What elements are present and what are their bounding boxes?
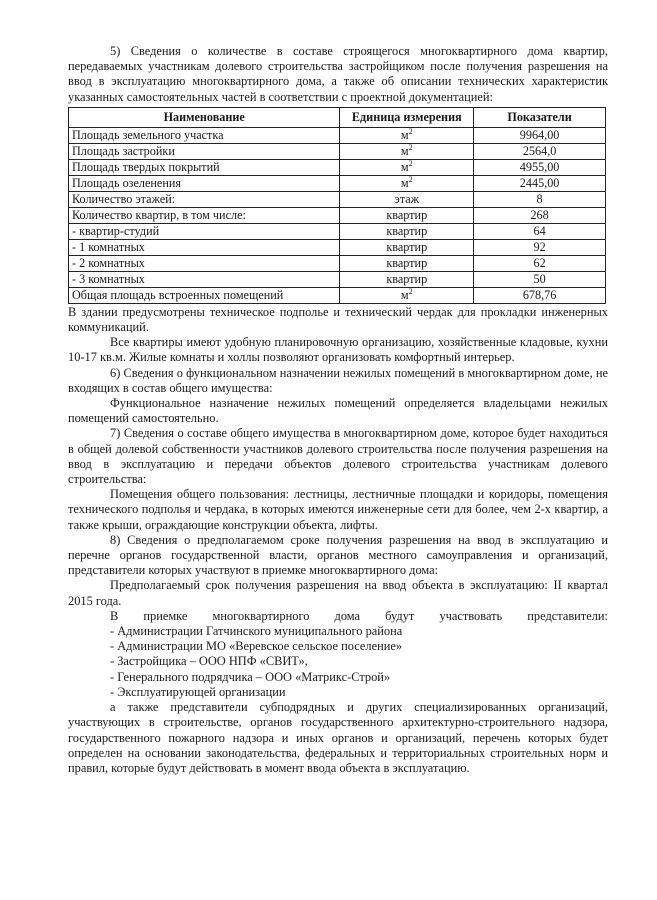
row-value: 62 [474,255,606,271]
row-unit [340,271,474,287]
acceptance-list-item: - Администрации Гатчинского муниципального района [110,624,403,639]
acceptance-list-item: - Администрации МО «Веревское сельское поселение» [110,639,403,654]
table-row [69,271,606,287]
row-name: - 1 комнатных [69,239,340,255]
unit-text: квартир [386,223,428,238]
row-unit [340,159,474,175]
unit-text: квартир [386,255,428,270]
header-value: Показатели [474,107,606,127]
row-value: 50 [474,271,606,287]
row-unit [340,287,474,303]
table-row [69,239,606,255]
table-header-row [69,107,606,127]
row-value: 64 [474,223,606,239]
header-name: Наименование [69,107,340,127]
apartments-paragraph: Все квартиры имеют удобную планировочную организацию, хозяйственные кладовые, кухни 10-17 кв.м. Жилые комнаты и холлы позволяют организовать комфортный интерьер. [68,335,608,365]
acceptance-word: участвовать [439,608,503,623]
row-unit [340,255,474,271]
row-value: 2445,00 [474,175,606,191]
table-row [69,143,606,159]
acceptance-word: представители: [527,608,608,623]
section-7-title: 7) Сведения о составе общего имущества в многоквартирном доме, которое будет находиться в общей долевой собственности участников долевого строительства после получения разрешения на ввод в эксплуатацию и передачи объектов долевого строительства участникам долевого строительства: [68,426,608,487]
acceptance-list-item: - Генерального подрядчика – ООО «Матрикс-Строй» [110,669,391,684]
unit-text: квартир [386,239,428,254]
unit-text: м [400,143,409,158]
acceptance-word: В [110,608,119,623]
row-name: Общая площадь встроенных помещений [69,287,340,303]
row-unit [340,191,474,207]
row-unit [340,239,474,255]
unit-text: м [400,127,409,142]
acceptance-word: дома [334,608,361,623]
table-row [69,175,606,191]
acceptance-word: приемке [143,608,188,623]
table-row [69,159,606,175]
unit-exponent: 2 [408,286,413,296]
unit-exponent: 2 [408,158,413,168]
row-name: - 2 комнатных [69,255,340,271]
table-row [69,255,606,271]
unit-exponent: 2 [408,142,413,152]
document-page [68,44,608,776]
row-value: 268 [474,207,606,223]
row-name: - 3 комнатных [69,271,340,287]
section-6-title: 6) Сведения о функциональном назначении нежилых помещений в многоквартирном доме, не входящих в состав общего имущества: [68,365,608,395]
row-unit [340,207,474,223]
row-name: Площадь земельного участка [69,127,340,143]
row-value: 4955,00 [474,159,606,175]
section-7-body: Помещения общего пользования: лестницы, лестничные площадки и коридоры, помещения технического подполья и чердака, в которых имеются инженерные сети для более, чем 2-х квартир, а также крыши, ограждающие конструкции объекта, лифты. [68,487,608,532]
acceptance-word: будут [385,608,415,623]
row-name: Количество этажей: [69,191,340,207]
table-row [69,287,606,303]
row-value: 2564,0 [474,143,606,159]
row-value: 8 [474,191,606,207]
row-name: - квартир-студий [69,223,340,239]
unit-text: м [400,159,409,174]
acceptance-intro [68,609,608,624]
section-5-intro: 5) Сведения о количестве в составе строящегося многоквартирного дома квартир, передаваемых участникам долевого строительства застройщиком после получения разрешения на ввод в эксплуатацию многоквартирного дома, а также об описании технических характеристик указанных самостоятельных частей в соответствии с проектной документацией: [68,44,608,104]
section-8-title: 8) Сведения о предполагаемом сроке получения разрешения на ввод в эксплуатацию и перечне органов государственной власти, органов местного самоуправления и организаций, представители которых участвуют в приемке многоквартирного дома: [68,532,608,578]
acceptance-list-item: - Эксплуатирующей организации [110,684,286,699]
row-unit [340,143,474,159]
acceptance-word: многоквартирного [212,608,310,623]
specs-table [68,107,606,304]
unit-exponent: 2 [408,126,413,136]
section-8-term: Предполагаемый срок получения разрешения на ввод объекта в эксплуатацию: II квартал 2015 года. [68,578,608,608]
acceptance-list-item: - Застройщика – ООО НПФ «СВИТ», [110,654,308,669]
row-value: 92 [474,239,606,255]
table-body [69,127,606,303]
unit-text: квартир [386,271,428,286]
table-row [69,127,606,143]
unit-text: этаж [394,191,420,206]
row-name: Площадь озеленения [69,175,340,191]
unit-exponent: 2 [408,174,413,184]
unit-text: м [400,287,409,302]
table-row [69,191,606,207]
row-unit [340,127,474,143]
header-unit: Единица измерения [340,107,474,127]
unit-text: квартир [386,207,428,222]
unit-text: м [400,175,409,190]
section-6-body: Функциональное назначение нежилых помещений определяется владельцами нежилых помещений самостоятельно. [68,396,608,426]
row-name: Площадь твердых покрытий [69,159,340,175]
table-row [69,223,606,239]
row-name: Количество квартир, в том числе: [69,207,340,223]
row-value: 678,76 [474,287,606,303]
row-value: 9964,00 [474,127,606,143]
row-unit [340,175,474,191]
acceptance-closing: а также представители субподрядных и других специализированных организаций, участвующих в строительстве, органов государственного архитектурно-строительного надзора, государственного пожарного надзора и иных органов и организаций, перечень которых будет определен на основании законодательства, федеральных и территориальных строительных норм и правил, которые будут действовать в момент ввода объекта в эксплуатацию. [68,700,608,775]
table-row [69,207,606,223]
row-name: Площадь застройки [69,143,340,159]
row-unit [340,223,474,239]
basement-paragraph: В здании предусмотрены техническое подполье и технический чердак для прокладки инженерных коммуникаций. [68,304,608,335]
